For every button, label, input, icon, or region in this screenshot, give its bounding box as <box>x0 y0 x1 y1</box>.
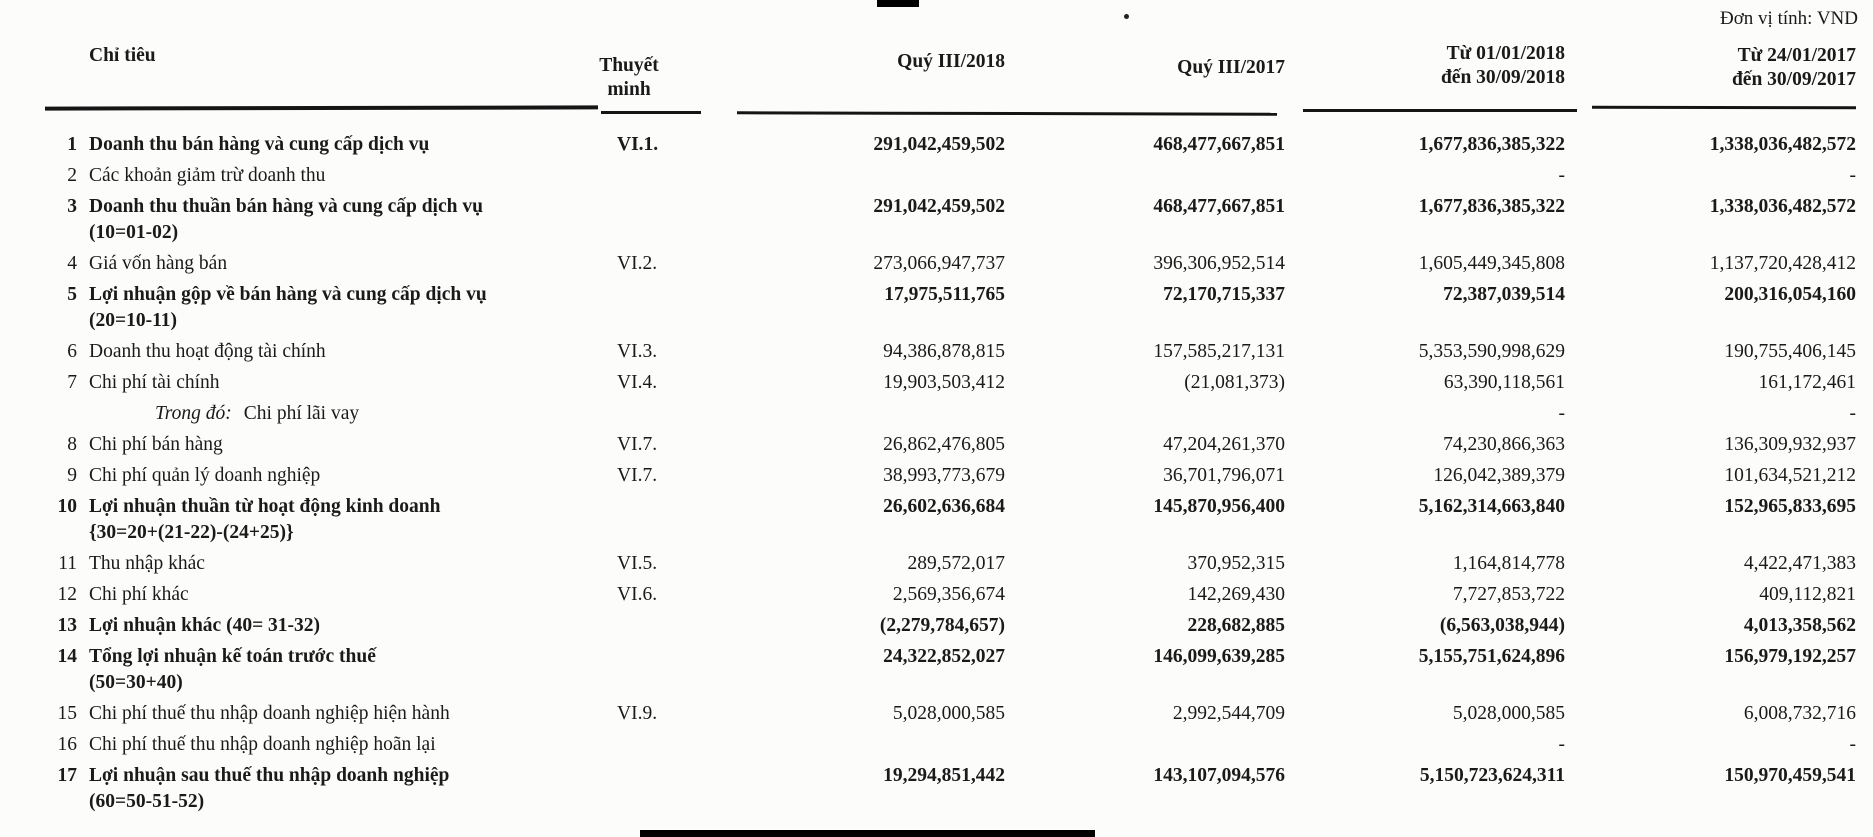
row-label-text: Chi phí khác <box>89 584 189 605</box>
row-number <box>45 399 77 430</box>
row-label-text: Chi phí lãi vay <box>243 403 360 424</box>
row-number: 15 <box>57 703 77 724</box>
value-q3-2017: 47,204,261,370 <box>1163 434 1285 455</box>
value-ytd-2018: - <box>1558 165 1565 186</box>
value-ytd-2018: - <box>1558 734 1565 755</box>
row-label-text: Lợi nhuận gộp về bán hàng và cung cấp dịch vụ <box>89 284 487 305</box>
row-number: 16 <box>57 734 77 755</box>
value-ytd-2017: - <box>1849 734 1856 755</box>
row-number: 17 <box>57 765 77 786</box>
value-ytd-2018: (6,563,038,944) <box>1439 615 1565 636</box>
row-number: 6 <box>67 341 77 362</box>
col-header-ytd-2017-line2: đến 30/09/2017 <box>1731 69 1856 90</box>
value-ytd-2018: 1,677,836,385,322 <box>1418 134 1565 155</box>
value-ytd-2017: 101,634,521,212 <box>1724 465 1856 486</box>
row-note-ref: VI.9. <box>617 703 658 724</box>
row-note-ref <box>557 492 667 549</box>
table-row <box>45 549 1856 580</box>
row-label <box>77 249 557 280</box>
table-row <box>45 280 1856 337</box>
value-q3-2017: 72,170,715,337 <box>1163 284 1285 305</box>
row-label-text: Chi phí bán hàng <box>89 434 223 455</box>
value-q3-2017: 396,306,952,514 <box>1153 253 1285 274</box>
row-note-ref <box>557 642 667 699</box>
value-ytd-2017: 4,422,471,383 <box>1743 553 1856 574</box>
value-q3-2018: 94,386,878,815 <box>883 341 1005 362</box>
row-label-text: Doanh thu bán hàng và cung cấp dịch vụ <box>89 134 430 155</box>
row-note-ref <box>557 761 667 818</box>
income-statement-table-wrap <box>45 40 1856 818</box>
row-label-text: Thu nhập khác <box>89 553 205 574</box>
value-ytd-2017: 136,309,932,937 <box>1724 434 1856 455</box>
value-q3-2017: 146,099,639,285 <box>1153 646 1285 667</box>
value-q3-2018: (2,279,784,657) <box>879 615 1005 636</box>
table-row <box>45 399 1856 430</box>
col-header-q3-2018: Quý III/2018 <box>897 51 1005 72</box>
value-ytd-2017: 6,008,732,716 <box>1743 703 1856 724</box>
table-row <box>45 430 1856 461</box>
value-q3-2017: 143,107,094,576 <box>1153 765 1285 786</box>
row-label <box>77 461 557 492</box>
table-row <box>45 730 1856 761</box>
row-number: 3 <box>67 196 77 217</box>
row-note-ref: VI.2. <box>617 253 658 274</box>
value-ytd-2018: 1,605,449,345,808 <box>1418 253 1565 274</box>
value-q3-2018 <box>667 399 1005 430</box>
row-number: 4 <box>67 253 77 274</box>
row-note-ref <box>557 730 667 761</box>
row-label-text: Doanh thu thuần bán hàng và cung cấp dịch vụ <box>89 196 483 217</box>
value-ytd-2018: 1,677,836,385,322 <box>1418 196 1565 217</box>
row-label-formula: (60=50-51-52) <box>89 791 205 812</box>
row-label-text: Chi phí thuế thu nhập doanh nghiệp hiện hành <box>89 703 450 724</box>
value-q3-2018: 291,042,459,502 <box>873 196 1005 217</box>
row-number: 13 <box>57 615 77 636</box>
value-ytd-2017: 1,338,036,482,572 <box>1709 134 1856 155</box>
row-label-text: Chi phí quản lý doanh nghiệp <box>89 465 321 486</box>
value-q3-2017: (21,081,373) <box>1184 372 1285 393</box>
row-number: 2 <box>67 165 77 186</box>
row-label <box>77 130 557 161</box>
value-q3-2018: 19,903,503,412 <box>883 372 1005 393</box>
col-header-note <box>557 40 667 130</box>
table-row <box>45 130 1856 161</box>
value-q3-2017 <box>1005 730 1285 761</box>
value-q3-2018: 24,322,852,027 <box>883 646 1005 667</box>
value-ytd-2017: 156,979,192,257 <box>1724 646 1856 667</box>
row-number: 9 <box>67 465 77 486</box>
row-label <box>77 492 557 549</box>
header-rule-note <box>601 111 701 114</box>
row-label <box>77 580 557 611</box>
row-label <box>77 611 557 642</box>
value-ytd-2018: 63,390,118,561 <box>1443 372 1565 393</box>
row-label <box>77 161 557 192</box>
row-number: 8 <box>67 434 77 455</box>
row-note-ref <box>557 280 667 337</box>
value-ytd-2018: 5,353,590,998,629 <box>1418 341 1565 362</box>
value-q3-2018: 26,602,636,684 <box>883 496 1005 517</box>
row-number: 7 <box>67 372 77 393</box>
row-label-text: Lợi nhuận sau thuế thu nhập doanh nghiệp <box>89 765 450 786</box>
col-header-ytd-2017-line1: Từ 24/01/2017 <box>1737 45 1856 66</box>
value-q3-2017: 228,682,885 <box>1187 615 1285 636</box>
value-ytd-2017: 4,013,358,562 <box>1743 615 1856 636</box>
col-header-note-line2: minh <box>607 79 651 100</box>
row-label <box>77 549 557 580</box>
value-q3-2018 <box>667 730 1005 761</box>
value-q3-2017: 145,870,956,400 <box>1153 496 1285 517</box>
value-ytd-2018: 5,155,751,624,896 <box>1418 646 1565 667</box>
row-note-ref: VI.7. <box>617 434 658 455</box>
value-ytd-2018: 72,387,039,514 <box>1443 284 1565 305</box>
table-row <box>45 461 1856 492</box>
col-header-ytd-2018 <box>1285 40 1565 130</box>
row-label-text: Lợi nhuận thuần từ hoạt động kinh doanh <box>89 496 441 517</box>
header-rule-ytd-2017 <box>1592 106 1856 109</box>
value-ytd-2017: - <box>1849 403 1856 424</box>
row-label <box>77 192 557 249</box>
row-label-text: Doanh thu hoạt động tài chính <box>89 341 326 362</box>
row-note-ref: VI.6. <box>617 584 658 605</box>
row-label-italic-prefix: Trong đó: <box>155 403 232 424</box>
table-row <box>45 611 1856 642</box>
row-note-ref <box>557 611 667 642</box>
row-label <box>77 337 557 368</box>
value-ytd-2018: 5,162,314,663,840 <box>1418 496 1565 517</box>
table-row <box>45 249 1856 280</box>
table-header-row <box>45 40 1856 130</box>
row-number: 5 <box>67 284 77 305</box>
row-number: 14 <box>57 646 77 667</box>
table-row <box>45 337 1856 368</box>
row-note-ref: VI.3. <box>617 341 658 362</box>
row-number: 1 <box>67 134 77 155</box>
table-row <box>45 580 1856 611</box>
value-ytd-2017: - <box>1849 165 1856 186</box>
table-row <box>45 161 1856 192</box>
row-note-ref <box>557 161 667 192</box>
value-ytd-2017: 409,112,821 <box>1759 584 1856 605</box>
unit-of-measure-label: Đơn vị tính: VND <box>1720 8 1858 29</box>
value-q3-2018: 291,042,459,502 <box>873 134 1005 155</box>
scan-artifact-top-bar <box>877 0 919 7</box>
value-ytd-2018: 126,042,389,379 <box>1433 465 1565 486</box>
row-number: 11 <box>58 553 77 574</box>
value-q3-2018: 26,862,476,805 <box>883 434 1005 455</box>
value-q3-2018: 2,569,356,674 <box>892 584 1005 605</box>
col-header-ytd-2018-line1: Từ 01/01/2018 <box>1446 43 1565 64</box>
row-label-text: Chi phí tài chính <box>89 372 220 393</box>
row-label <box>77 642 557 699</box>
row-label-text: Các khoản giảm trừ doanh thu <box>89 165 326 186</box>
row-label-formula: (20=10-11) <box>89 310 178 331</box>
value-q3-2018: 273,066,947,737 <box>873 253 1005 274</box>
table-row <box>45 642 1856 699</box>
row-label <box>77 399 557 430</box>
value-ytd-2017: 161,172,461 <box>1758 372 1856 393</box>
row-label-formula: (50=30+40) <box>89 672 183 693</box>
value-ytd-2017: 190,755,406,145 <box>1724 341 1856 362</box>
row-label <box>77 430 557 461</box>
col-header-q3-2017: Quý III/2017 <box>1177 57 1285 78</box>
row-note-ref: VI.7. <box>617 465 658 486</box>
row-label-text: Chi phí thuế thu nhập doanh nghiệp hoãn lại <box>89 734 436 755</box>
col-header-spacer <box>45 40 77 130</box>
value-q3-2017: 142,269,430 <box>1187 584 1285 605</box>
row-label <box>77 368 557 399</box>
value-q3-2017: 157,585,217,131 <box>1153 341 1285 362</box>
value-q3-2017 <box>1005 399 1285 430</box>
value-q3-2017: 2,992,544,709 <box>1172 703 1285 724</box>
row-label-text: Lợi nhuận khác (40= 31-32) <box>89 615 321 636</box>
table-row <box>45 761 1856 818</box>
value-ytd-2017: 150,970,459,541 <box>1724 765 1856 786</box>
value-ytd-2017: 1,338,036,482,572 <box>1709 196 1856 217</box>
row-note-ref <box>557 399 667 430</box>
scan-artifact-bottom-bar <box>640 830 1095 837</box>
col-header-ytd-2018-line2: đến 30/09/2018 <box>1440 67 1565 88</box>
value-q3-2018: 5,028,000,585 <box>892 703 1005 724</box>
row-note-ref: VI.1. <box>617 134 659 155</box>
value-q3-2017: 36,701,796,071 <box>1163 465 1285 486</box>
income-statement-table <box>45 40 1856 818</box>
row-note-ref <box>557 192 667 249</box>
value-q3-2018: 38,993,773,679 <box>883 465 1005 486</box>
col-header-note-line1: Thuyết <box>599 55 659 76</box>
scan-artifact-dot <box>1124 14 1129 19</box>
row-number: 10 <box>57 496 77 517</box>
row-label <box>77 761 557 818</box>
value-ytd-2018: 1,164,814,778 <box>1452 553 1565 574</box>
value-ytd-2017: 1,137,720,428,412 <box>1709 253 1856 274</box>
table-row <box>45 699 1856 730</box>
row-label <box>77 730 557 761</box>
table-row <box>45 492 1856 549</box>
value-q3-2017: 370,952,315 <box>1187 553 1285 574</box>
row-label <box>77 280 557 337</box>
value-q3-2017 <box>1005 161 1285 192</box>
value-q3-2018: 19,294,851,442 <box>883 765 1005 786</box>
value-q3-2017: 468,477,667,851 <box>1153 196 1285 217</box>
row-label-text: Tổng lợi nhuận kế toán trước thuế <box>89 646 376 667</box>
row-number: 12 <box>57 584 77 605</box>
value-q3-2017: 468,477,667,851 <box>1153 134 1285 155</box>
table-row <box>45 368 1856 399</box>
value-ytd-2017: 200,316,054,160 <box>1724 284 1856 305</box>
value-q3-2018: 17,975,511,765 <box>884 284 1005 305</box>
value-ytd-2018: - <box>1558 403 1565 424</box>
value-q3-2018: 289,572,017 <box>907 553 1005 574</box>
row-label-text: Giá vốn hàng bán <box>89 253 228 274</box>
value-ytd-2018: 5,150,723,624,311 <box>1419 765 1565 786</box>
col-header-criteria: Chỉ tiêu <box>89 45 156 66</box>
row-note-ref: VI.4. <box>617 372 658 393</box>
table-row <box>45 192 1856 249</box>
row-label-formula: (10=01-02) <box>89 222 179 243</box>
value-ytd-2018: 7,727,853,722 <box>1452 584 1565 605</box>
row-note-ref: VI.5. <box>617 553 658 574</box>
header-rule-ytd-2018 <box>1303 109 1577 112</box>
col-header-ytd-2017 <box>1565 40 1856 130</box>
value-ytd-2017: 152,965,833,695 <box>1724 496 1856 517</box>
value-q3-2018 <box>667 161 1005 192</box>
row-label <box>77 699 557 730</box>
value-ytd-2018: 5,028,000,585 <box>1452 703 1565 724</box>
value-ytd-2018: 74,230,866,363 <box>1443 434 1565 455</box>
row-label-formula: {30=20+(21-22)-(24+25)} <box>89 522 294 543</box>
